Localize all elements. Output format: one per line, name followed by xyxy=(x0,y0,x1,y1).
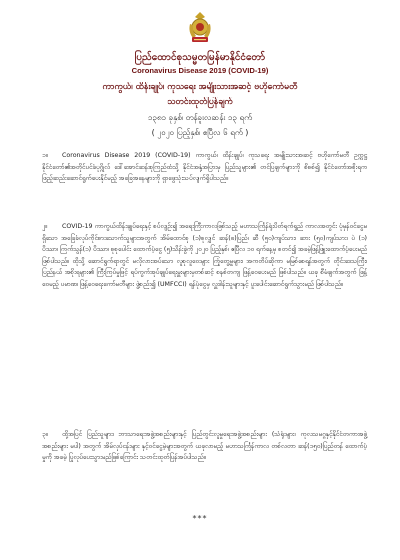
paragraph-number: ၂။ xyxy=(42,223,47,230)
committee-heading: ကာကွယ်၊ ထိန်းချုပ်၊ ကုသရေး အမျိုးသားအဆင့် ဗဟိုကော်မတီ xyxy=(102,82,298,92)
paragraph-text: ထို့အပြင် ပြည်သူများ၊ ဘာသာရေးအဖွဲ့အစည်းများနှင့် ပြည်တွင်းလူမှုရေးအဖွဲ့အစည်းများ (သံရုံးများ၊ ကုလသမဂ္ဂနှင့်နိုင်ငံတကာအဖွဲ့အစည်းများ မပါ) အတွက် အိမ်လုပ်ငန်းများ နှင့်ဝင်ငွေမဲ့များအတွက် ယခုလာမည့် မဟာသင်္ကြန်ကာလ တစ်လတာ ဆန်(၁၅၀)ပြည်တန် ထောက်ပံ့မှုကို အခမဲ့ ပြုလုပ်ပေးသွားမည်ဖြစ်ကြောင်း သတင်းထုတ်ပြန်အပ်ပါသည်။ xyxy=(42,431,367,462)
paragraph-number: ၁။ xyxy=(42,152,48,159)
paragraph-text: Coronavirus Disease 2019 (COVID-19) ကာကွယ်၊ ထိန်းချုပ်၊ ကုသရေး အမျိုးသားအဆင့် ဗဟိုကော်မတီ ဥက္ကဋ္ဌ နိုင်ငံတော်၏အတိုင်ပင်ခံပုဂ္ဂိုလ် ဒေါ်အောင်ဆန်းစုကြည်ထံသို့ နိုင်ငံအနှံ့အပြားမှ ပြည်သူများ၏ တင်ပြချက်များကို စိစစ်၍ နိုင်ငံတော်အစိုးရက ဖြည့်ဆည်းဆောင်ရွက်ပေးနိုင်မည့် အခြေအနေများကို ရှာဖွေသုံးသပ်လျက်ရှိပါသည်။ xyxy=(42,152,367,183)
document-type-heading: သတင်းထုတ်ပြန်ချက် xyxy=(167,97,233,107)
paragraph-3 xyxy=(42,429,367,464)
state-seal-icon xyxy=(187,10,213,44)
paragraph-2 xyxy=(42,221,367,291)
paragraph-1 xyxy=(42,150,367,185)
paragraph-text: COVID-19 ကာကွယ်ထိန်းချုပ်ရေးနှင့် စပ်လျဉ်း၍ အရေးကြီးကာလဖြစ်သည့် မဟာသင်္ကြန်ရုံးပိတ်ရက်ရှည် ကာလအတွင်း ပုံမှန်ဝင်ငွေမရှိသော အခြေခံလုပ်ကိုင်စားသောက်သူများအတွက် အိမ်ထောင်စု (၁)စုလျှင် ဆန်(၈)ပြည်၊ ဆီ (၅၀)ကျပ်သား၊ ဆား (၅၀)ကျပ်သား၊ ပဲ (၁) ပိဿာ၊ ကြက်သွန်(၁) ပိဿာ၊ စုစုပေါင်း ထောက်ပံ့ငွေ (၅)သိန်းခွဲကို ၂၀၂၀ ပြည့်နှစ်၊ ဧပြီလ ၁၀ ရက်နေ့မှ စတင်၍ အခမဲ့ဖြန့်ဖြူးထောက်ပံ့ပေးမည် ဖြစ်ပါသည်။ ထိုသို့ ဆောင်ရွက်ရာတွင် မလိုလားအပ်သော လူစုလူဝေးများ ကြုံတွေ့မှုများ၊ အကတိပ်ဆိုကာ မမြစ်စေရန်အတွက် တိုင်းဒေသကြီး၊ ပြည်နယ် အစိုးရများ၏ ကြီးကြပ်မှုဖြင့် ရပ်ကွက်အုပ်ချုပ်ရေးမှူးများမှတစ်ဆင့် စနစ်တကျ ဖြန့်ဝေပေးမည် ဖြစ်ပါသည်။ ယခု စီမံချက်အတွက် ဖြန့်ဝေမည့် ပမာဏ၊ ဖြန့်ဝေရေးကော်မတီများ ဖွဲ့စည်း၍ (UMFCCI) ရန်ပုံငွေမှ လှူဒါန်းသူများနှင့် ပူးပေါင်းဆောင်ရွက်သွားမည် ဖြစ်ပါသည်။ xyxy=(42,223,367,288)
myanmar-date: ၁၃၈၁ ခုနှစ်၊ တန်ခူးလဆန်း ၁၃ ရက် xyxy=(148,113,252,122)
end-mark: *** xyxy=(192,514,208,523)
gregorian-date: ( ၂၀၂၀ ပြည့်နှစ်၊ ဧပြီလ ၆ ရက် ) xyxy=(151,128,249,137)
government-heading: ပြည်ထောင်စုသမ္မတမြန်မာနိုင်ငံတော် xyxy=(134,52,266,63)
disease-title: Coronavirus Disease 2019 (COVID-19) xyxy=(131,66,269,75)
paragraph-number: ၃။ xyxy=(42,431,48,438)
